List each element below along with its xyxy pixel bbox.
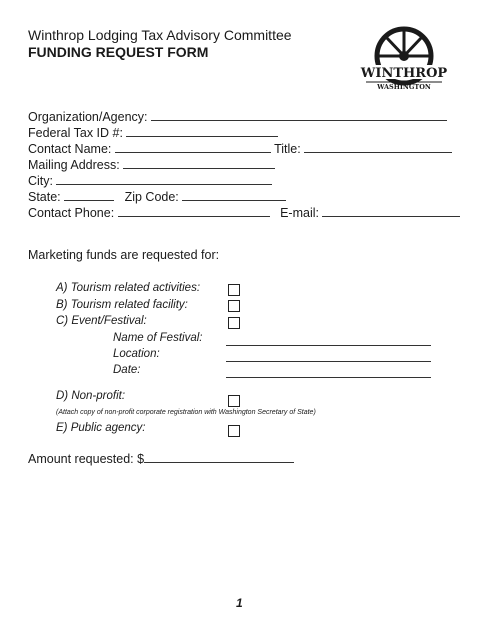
city-input[interactable] bbox=[56, 174, 272, 185]
marketing-intro: Marketing funds are requested for: bbox=[28, 248, 220, 262]
option-a-checkbox[interactable] bbox=[228, 284, 240, 296]
amount-row bbox=[28, 452, 294, 466]
logo-subtext: WASHINGTON bbox=[377, 83, 431, 91]
option-e-label: E) Public agency: bbox=[56, 422, 146, 434]
amount-input[interactable] bbox=[144, 452, 294, 463]
contact-name-input[interactable] bbox=[115, 142, 271, 153]
location-label: Location: bbox=[113, 348, 160, 360]
form-title: FUNDING REQUEST FORM bbox=[28, 44, 209, 60]
option-c-label: C) Event/Festival: bbox=[56, 315, 147, 327]
mailing-input[interactable] bbox=[123, 158, 275, 169]
mailing-row bbox=[28, 158, 275, 172]
city-label: City: bbox=[28, 174, 53, 188]
option-a-label: A) Tourism related activities: bbox=[56, 282, 201, 294]
phone-label: Contact Phone: bbox=[28, 206, 115, 220]
title-input[interactable] bbox=[304, 142, 452, 153]
festival-name-label: Name of Festival: bbox=[113, 332, 203, 344]
organization-row bbox=[28, 110, 447, 124]
option-b-checkbox[interactable] bbox=[228, 300, 240, 312]
contact-name-label: Contact Name: bbox=[28, 142, 112, 156]
mailing-label: Mailing Address: bbox=[28, 158, 120, 172]
phone-email-row bbox=[28, 206, 460, 220]
winthrop-logo bbox=[356, 26, 452, 92]
city-row bbox=[28, 174, 272, 188]
federal-tax-label: Federal Tax ID #: bbox=[28, 126, 123, 140]
federal-tax-row bbox=[28, 126, 278, 140]
date-label: Date: bbox=[113, 364, 141, 376]
zip-label: Zip Code: bbox=[124, 190, 179, 204]
page-number: 1 bbox=[236, 596, 243, 610]
option-b-label: B) Tourism related facility: bbox=[56, 299, 188, 311]
organization-input[interactable] bbox=[151, 110, 447, 121]
phone-input[interactable] bbox=[118, 206, 270, 217]
federal-tax-input[interactable] bbox=[126, 126, 278, 137]
amount-label: Amount requested: $ bbox=[28, 452, 145, 466]
title-label: Title: bbox=[274, 142, 301, 156]
organization-label: Organization/Agency: bbox=[28, 110, 148, 124]
option-c-checkbox[interactable] bbox=[228, 317, 240, 329]
email-input[interactable] bbox=[322, 206, 460, 217]
option-d-label: D) Non-profit: bbox=[56, 390, 126, 402]
state-label: State: bbox=[28, 190, 61, 204]
state-zip-row bbox=[28, 190, 286, 204]
state-input[interactable] bbox=[64, 190, 114, 201]
zip-input[interactable] bbox=[182, 190, 286, 201]
email-label: E-mail: bbox=[280, 206, 319, 220]
logo-text: WINTHROP bbox=[360, 66, 448, 81]
contact-name-row bbox=[28, 142, 452, 156]
option-d-checkbox[interactable] bbox=[228, 395, 240, 407]
option-e-checkbox[interactable] bbox=[228, 425, 240, 437]
date-input[interactable] bbox=[226, 365, 431, 383]
non-profit-note: (Attach copy of non-profit corporate registration with Washington Secretary of State) bbox=[56, 409, 316, 416]
org-title: Winthrop Lodging Tax Advisory Committee bbox=[28, 27, 292, 43]
